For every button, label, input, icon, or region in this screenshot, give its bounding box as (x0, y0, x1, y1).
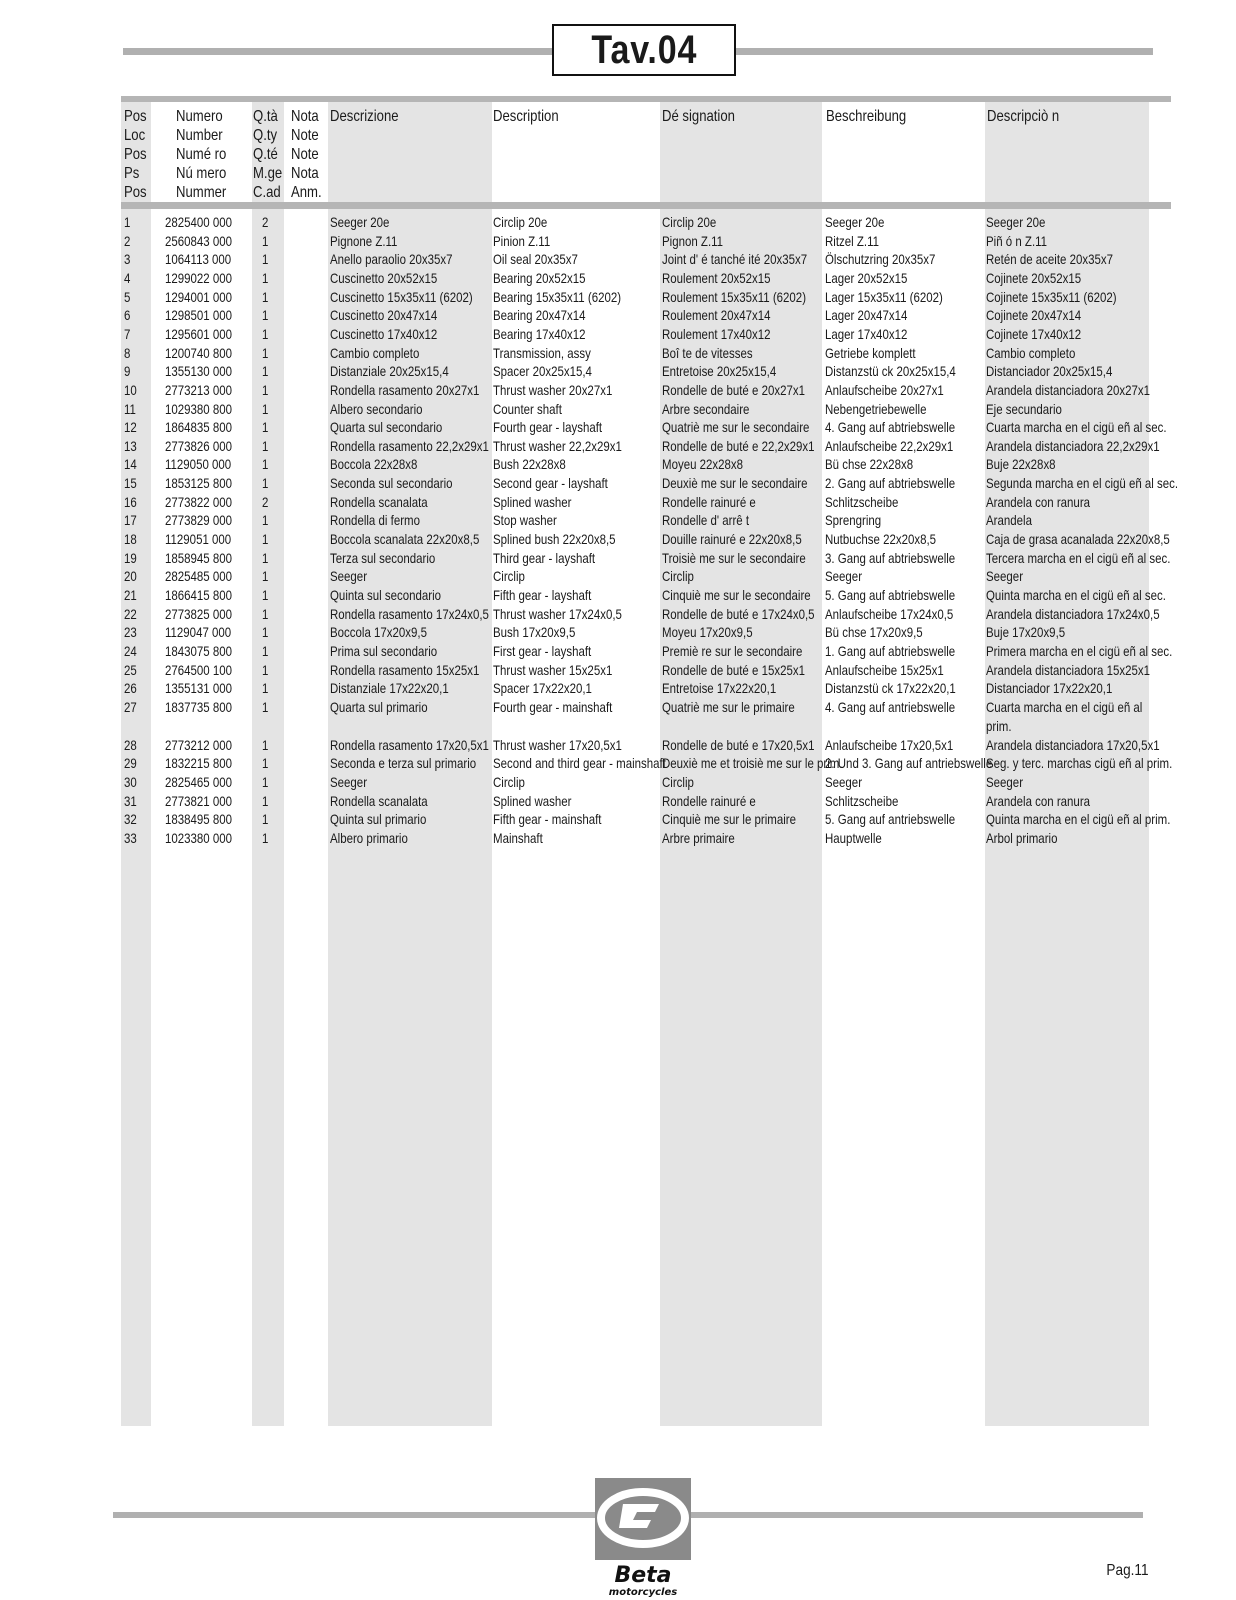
cell-fr: Entretoise 17x22x20,1 (662, 680, 777, 697)
cell-fr: Rondelle de buté e 17x24x0,5 (662, 605, 815, 622)
cell-es: Retén de aceite 20x35x7 (986, 251, 1114, 268)
cell-de: Ritzel Z.11 (825, 232, 880, 249)
cell-en: Splined bush 22x20x8,5 (493, 531, 616, 548)
cell-de: Anlaufscheibe 15x25x1 (825, 661, 944, 678)
cell-de: 4. Gang auf abtriebswelle (825, 419, 956, 436)
cell-num: 1294001 000 (165, 288, 233, 305)
header-rule-left (123, 48, 553, 55)
cell-de: Anlaufscheibe 20x27x1 (825, 381, 944, 398)
cell-de: Seeger 20e (825, 214, 885, 230)
cell-es: Distanciador 20x25x15,4 (986, 363, 1113, 380)
cell-en: Splined washer (493, 792, 572, 809)
cell-en: Bearing 20x52x15 (493, 269, 586, 286)
cell-de: Seeger (825, 773, 863, 790)
cell-fr: Circlip (662, 773, 694, 790)
cell-en: Spacer 17x22x20,1 (493, 680, 592, 697)
cell-de: Schlitzscheibe (825, 493, 899, 510)
cell-it: Seeger (330, 568, 368, 585)
cell-qty: 1 (262, 363, 269, 380)
cell-fr: Circlip 20e (662, 214, 717, 230)
cell-num: 2773821 000 (165, 792, 233, 809)
cell-fr: Rondelle de buté e 17x20,5x1 (662, 736, 815, 753)
cell-pos: 31 (124, 792, 137, 809)
cell-it: Cuscinetto 20x47x14 (330, 307, 438, 324)
cell-en: Thrust washer 22,2x29x1 (493, 437, 622, 454)
header-pos-2: Pos (124, 146, 147, 163)
cell-pos: 9 (124, 363, 131, 380)
cell-it: Boccola scanalata 22x20x8,5 (330, 531, 480, 548)
header-fr: Dé signation (662, 108, 735, 125)
cell-es: Seeger (986, 773, 1024, 790)
cell-fr: Deuxiè me sur le secondaire (662, 475, 808, 492)
cell-num: 2773829 000 (165, 512, 233, 529)
cell-es: Eje secundario (986, 400, 1062, 417)
cell-num: 2773212 000 (165, 736, 233, 753)
cell-qty: 1 (262, 792, 269, 809)
cell-pos: 5 (124, 288, 131, 305)
cell-fr: Deuxiè me et troisiè me sur le prim. (662, 755, 843, 772)
cell-qty: 1 (262, 698, 269, 715)
cell-en: Counter shaft (493, 400, 562, 417)
cell-es: Arandela distanciadora 17x24x0,5 (986, 605, 1160, 622)
cell-pos: 2 (124, 232, 131, 249)
cell-de: Seeger (825, 568, 863, 585)
cell-pos: 6 (124, 307, 131, 324)
cell-en: Fifth gear - mainshaft (493, 811, 602, 828)
cell-num: 2825400 000 (165, 214, 233, 230)
cell-it: Seconda e terza sul primario (330, 755, 477, 772)
beta-logo (593, 1478, 706, 1598)
cell-de: Lager 15x35x11 (6202) (825, 288, 943, 305)
cell-qty: 1 (262, 400, 269, 417)
cell-de: Anlaufscheibe 17x24x0,5 (825, 605, 954, 622)
cell-fr: Arbre primaire (662, 829, 735, 846)
cell-pos: 15 (124, 475, 137, 492)
cell-en: Spacer 20x25x15,4 (493, 363, 592, 380)
cell-pos: 21 (124, 587, 137, 603)
cell-it: Boccola 22x28x8 (330, 456, 418, 473)
cell-es: Cuarta marcha en el cigü eñ al sec. (986, 419, 1167, 436)
header-nota-4: Anm. (291, 184, 322, 201)
cell-pos: 13 (124, 437, 137, 454)
cell-fr: Roulement 17x40x12 (662, 325, 771, 342)
cell-es: Arandela distanciadora 15x25x1 (986, 661, 1151, 678)
cell-fr: Cinquiè me sur le secondaire (662, 587, 811, 603)
cell-num: 1355130 000 (165, 363, 233, 380)
cell-pos: 23 (124, 624, 137, 641)
cell-num: 2825465 000 (165, 773, 233, 790)
cell-es: Piñ ó n Z.11 (986, 232, 1048, 249)
cell-en: Stop washer (493, 512, 557, 529)
cell-fr: Rondelle rainuré e (662, 792, 756, 809)
cell-fr: Rondelle de buté e 22,2x29x1 (662, 437, 815, 454)
cell-qty: 1 (262, 829, 269, 846)
cell-de: 2. Gang auf abtriebswelle (825, 475, 956, 492)
header-qty-0: Q.tà (253, 108, 278, 125)
page-number: Pag.11 (1106, 1562, 1149, 1579)
header-numero-4: Nummer (176, 184, 227, 201)
cell-num: 1838495 800 (165, 811, 233, 828)
cell-num: 1355131 000 (165, 680, 233, 697)
cell-it: Quinta sul secondario (330, 587, 442, 603)
cell-es: Distanciador 17x22x20,1 (986, 680, 1113, 697)
cell-num: 1853125 800 (165, 475, 233, 492)
cell-pos: 18 (124, 531, 137, 548)
cell-pos: 32 (124, 811, 137, 828)
cell-it: Rondella rasamento 17x24x0,5 (330, 605, 489, 622)
header-pos-4: Pos (124, 184, 147, 201)
header-nota-2: Note (291, 146, 319, 163)
cell-num: 1295601 000 (165, 325, 233, 342)
cell-num: 1029380 800 (165, 400, 233, 417)
cell-en: First gear - layshaft (493, 642, 592, 659)
cell-qty: 1 (262, 288, 269, 305)
cell-pos: 33 (124, 829, 137, 846)
header-pos-3: Ps (124, 165, 140, 182)
cell-es: Segunda marcha en el cigü eñ al sec. (986, 475, 1179, 492)
cell-it: Cuscinetto 17x40x12 (330, 325, 438, 342)
cell-qty: 1 (262, 475, 269, 492)
cell-fr: Rondelle d' arrê t (662, 512, 750, 529)
cell-fr: Moyeu 17x20x9,5 (662, 624, 753, 641)
header-nota-3: Nota (291, 165, 319, 182)
cell-fr: Roulement 20x52x15 (662, 269, 771, 286)
header-qty-1: Q.ty (253, 127, 278, 144)
cell-es: Quinta marcha en el cigü eñ al sec. (986, 587, 1166, 603)
cell-pos: 4 (124, 269, 131, 286)
cell-de: Lager 20x47x14 (825, 307, 908, 324)
cell-num: 2560843 000 (165, 232, 233, 249)
cell-qty: 1 (262, 419, 269, 436)
cell-de: Nutbuchse 22x20x8,5 (825, 531, 937, 548)
cell-de: Anlaufscheibe 22,2x29x1 (825, 437, 954, 454)
cell-it: Terza sul secondario (330, 549, 436, 566)
cell-de: Distanzstü ck 20x25x15,4 (825, 363, 956, 380)
cell-pos: 10 (124, 381, 137, 398)
cell-num: 1866415 800 (165, 587, 233, 603)
cell-num: 1299022 000 (165, 269, 233, 286)
cell-fr: Quatriè me sur le primaire (662, 698, 795, 715)
header-qty-4: C.ad (253, 184, 281, 201)
cell-fr: Rondelle de buté e 20x27x1 (662, 381, 805, 398)
header-en: Description (493, 108, 559, 125)
header-pos-0: Pos (124, 108, 147, 125)
cell-num: 2773825 000 (165, 605, 233, 622)
cell-es: Buje 17x20x9,5 (986, 624, 1066, 641)
cell-de: Bü chse 17x20x9,5 (825, 624, 923, 641)
cell-num: 1298501 000 (165, 307, 233, 324)
cell-en: Splined washer (493, 493, 572, 510)
cell-qty: 1 (262, 325, 269, 342)
cell-de: 5. Gang auf abtriebswelle (825, 587, 956, 603)
cell-en: Thrust washer 17x24x0,5 (493, 605, 622, 622)
header-qty-2: Q.té (253, 146, 278, 163)
cell-fr: Douille rainuré e 22x20x8,5 (662, 531, 802, 548)
cell-pos: 12 (124, 419, 137, 436)
header-de: Beschreibung (826, 108, 907, 125)
cell-es: Primera marcha en el cigü eñ al sec. (986, 642, 1173, 659)
cell-es: Arandela distanciadora 22,2x29x1 (986, 437, 1160, 454)
cell-pos: 1 (124, 214, 131, 230)
header-numero-3: Nú mero (176, 165, 227, 182)
cell-es: Caja de grasa acanalada 22x20x8,5 (986, 531, 1170, 548)
cell-en: Mainshaft (493, 829, 543, 846)
cell-fr: Boî te de vitesses (662, 344, 753, 361)
cell-it: Quarta sul primario (330, 698, 428, 715)
cell-es: Buje 22x28x8 (986, 456, 1056, 473)
cell-qty: 1 (262, 568, 269, 585)
cell-num: 1843075 800 (165, 642, 233, 659)
cell-pos: 29 (124, 755, 137, 772)
cell-es: Arandela con ranura (986, 493, 1091, 510)
cell-num: 1023380 000 (165, 829, 233, 846)
cell-qty: 1 (262, 307, 269, 324)
cell-de: 1. Gang auf abtriebswelle (825, 642, 956, 659)
cell-num: 2773826 000 (165, 437, 233, 454)
cell-fr: Roulement 15x35x11 (6202) (662, 288, 807, 305)
cell-qty: 1 (262, 437, 269, 454)
cell-num: 2764500 100 (165, 661, 233, 678)
cell-fr: Cinquiè me sur le primaire (662, 811, 796, 828)
cell-fr: Arbre secondaire (662, 400, 750, 417)
cell-fr: Roulement 20x47x14 (662, 307, 771, 324)
table-header-rule (121, 202, 1171, 209)
cell-num: 1837735 800 (165, 698, 233, 715)
cell-pos: 20 (124, 568, 137, 585)
cell-fr: Circlip (662, 568, 694, 585)
cell-es: Cojinete 20x52x15 (986, 269, 1082, 286)
cell-es: Seeger (986, 568, 1024, 585)
logo-brand-text: Beta (614, 1563, 672, 1588)
cell-de: 2. Und 3. Gang auf antriebswelle (825, 755, 993, 772)
cell-pos: 30 (124, 773, 137, 790)
cell-en: Thrust washer 15x25x1 (493, 661, 613, 678)
header-es: Descripciò n (987, 108, 1060, 125)
cell-es: Quinta marcha en el cigü eñ al prim. (986, 811, 1171, 828)
cell-fr: Troisiè me sur le secondaire (662, 549, 806, 566)
cell-it: Quinta sul primario (330, 811, 427, 828)
logo-tagline-text: motorcycles (608, 1587, 678, 1598)
cell-en: Bearing 20x47x14 (493, 307, 586, 324)
cell-en: Bearing 17x40x12 (493, 325, 586, 342)
cell-it: Distanziale 20x25x15,4 (330, 363, 449, 380)
cell-en: Second gear - layshaft (493, 475, 608, 492)
cell-es: Cojinete 17x40x12 (986, 325, 1082, 342)
cell-de: Anlaufscheibe 17x20,5x1 (825, 736, 954, 753)
cell-en: Fourth gear - mainshaft (493, 698, 613, 715)
cell-it: Seeger (330, 773, 368, 790)
header-pos-1: Loc (124, 127, 146, 144)
cell-es: Cojinete 20x47x14 (986, 307, 1082, 324)
cell-es: Cambio completo (986, 344, 1076, 361)
cell-de: 4. Gang auf antriebswelle (825, 698, 956, 715)
cell-it: Albero secondario (330, 400, 423, 417)
cell-qty: 1 (262, 587, 269, 603)
cell-it: Cuscinetto 15x35x11 (6202) (330, 288, 473, 305)
cell-pos: 11 (124, 400, 136, 417)
cell-pos: 3 (124, 251, 131, 268)
cell-qty: 2 (262, 493, 269, 510)
cell-it: Rondella rasamento 22,2x29x1 (330, 437, 489, 454)
cell-qty: 1 (262, 549, 269, 566)
cell-en: Oil seal 20x35x7 (493, 251, 578, 268)
cell-num: 1864835 800 (165, 419, 233, 436)
cell-qty: 2 (262, 214, 269, 230)
cell-es: Seeger 20e (986, 214, 1046, 230)
cell-it: Rondella scanalata (330, 792, 428, 809)
cell-it: Albero primario (330, 829, 408, 846)
cell-num: 1129051 000 (165, 531, 232, 548)
cell-en: Thrust washer 17x20,5x1 (493, 736, 622, 753)
cell-it: Rondella rasamento 15x25x1 (330, 661, 480, 678)
page-title-text: Tav.04 (591, 27, 697, 72)
cell-pos: 7 (124, 325, 131, 342)
cell-it: Cambio completo (330, 344, 420, 361)
cell-qty: 1 (262, 642, 269, 659)
header-numero-0: Numero (176, 108, 223, 125)
cell-es: Arandela (986, 512, 1032, 529)
cell-it: Rondella scanalata (330, 493, 428, 510)
cell-qty: 1 (262, 456, 269, 473)
cell-en: Fifth gear - layshaft (493, 587, 592, 603)
cell-qty: 1 (262, 232, 269, 249)
cell-en: Third gear - layshaft (493, 549, 596, 566)
cell-de: Lager 20x52x15 (825, 269, 908, 286)
cell-it: Anello paraolio 20x35x7 (330, 251, 453, 268)
cell-en: Fourth gear - layshaft (493, 419, 603, 436)
cell-de: Sprengring (825, 512, 882, 529)
cell-qty: 1 (262, 605, 269, 622)
cell-qty: 1 (262, 512, 269, 529)
cell-es: Arbol primario (986, 829, 1058, 846)
cell-es: Arandela distanciadora 20x27x1 (986, 381, 1151, 398)
cell-qty: 1 (262, 531, 269, 548)
header-it: Descrizione (330, 108, 399, 125)
cell-de: Schlitzscheibe (825, 792, 899, 809)
cell-num: 2825485 000 (165, 568, 233, 585)
cell-it: Cuscinetto 20x52x15 (330, 269, 438, 286)
cell-it: Rondella rasamento 20x27x1 (330, 381, 480, 398)
cell-de: Distanzstü ck 17x22x20,1 (825, 680, 956, 697)
cell-pos: 24 (124, 642, 137, 659)
cell-es: Tercera marcha en el cigü eñ al sec. (986, 549, 1171, 566)
cell-fr: Premiè re sur le secondaire (662, 642, 803, 659)
cell-en: Circlip (493, 568, 525, 585)
header-numero-1: Number (176, 127, 223, 144)
cell-en: Circlip 20e (493, 214, 548, 230)
cell-num: 1200740 800 (165, 344, 233, 361)
cell-it: Quarta sul secondario (330, 419, 443, 436)
cell-pos: 27 (124, 698, 137, 715)
cell-pos: 14 (124, 456, 137, 473)
cell-es: Arandela con ranura (986, 792, 1091, 809)
cell-num: 1064113 000 (165, 251, 232, 268)
cell-fr: Joint d' é tanché ité 20x35x7 (662, 251, 808, 268)
cell-fr: Moyeu 22x28x8 (662, 456, 744, 473)
cell-de: 3. Gang auf abtriebswelle (825, 549, 956, 566)
cell-fr: Rondelle de buté e 15x25x1 (662, 661, 805, 678)
cell-es: Cojinete 15x35x11 (6202) (986, 288, 1117, 305)
cell-en: Pinion Z.11 (493, 232, 551, 249)
cell-num: 1832215 800 (165, 755, 233, 772)
cell-qty: 1 (262, 736, 269, 753)
cell-en: Bearing 15x35x11 (6202) (493, 288, 622, 305)
cell-pos: 25 (124, 661, 137, 678)
cell-qty: 1 (262, 680, 269, 697)
cell-en: Bush 22x28x8 (493, 456, 566, 473)
cell-fr: Entretoise 20x25x15,4 (662, 363, 777, 380)
cell-it: Seeger 20e (330, 214, 390, 230)
cell-de: Hauptwelle (825, 829, 882, 846)
cell-it: Distanziale 17x22x20,1 (330, 680, 449, 697)
header-qty-3: M.ge (253, 165, 283, 182)
cell-it: Rondella rasamento 17x20,5x1 (330, 736, 489, 753)
cell-de: 5. Gang auf antriebswelle (825, 811, 956, 828)
cell-it: Pignone Z.11 (330, 232, 398, 249)
cell-en: Transmission, assy (493, 344, 591, 361)
cell-qty: 1 (262, 381, 269, 398)
cell-fr: Rondelle rainuré e (662, 493, 756, 510)
cell-num: 1858945 800 (165, 549, 233, 566)
cell-num: 1129050 000 (165, 456, 232, 473)
cell-en: Second and third gear - mainshaft (493, 755, 666, 772)
cell-qty: 1 (262, 661, 269, 678)
cell-qty: 1 (262, 811, 269, 828)
page-title (552, 24, 736, 76)
cell-qty: 1 (262, 269, 269, 286)
cell-es: Cuarta marcha en el cigü eñ al prim. (986, 698, 1143, 734)
cell-num: 1129047 000 (165, 624, 232, 641)
cell-qty: 1 (262, 773, 269, 790)
cell-qty: 1 (262, 624, 269, 641)
cell-pos: 17 (124, 512, 137, 529)
cell-es: Seg. y terc. marchas cigü eñ al prim. (986, 755, 1173, 772)
header-rule-right (735, 48, 1153, 55)
cell-es: Arandela distanciadora 17x20,5x1 (986, 736, 1160, 753)
cell-it: Seconda sul secondario (330, 475, 453, 492)
cell-it: Prima sul secondario (330, 642, 438, 659)
header-nota-1: Note (291, 127, 319, 144)
cell-en: Bush 17x20x9,5 (493, 624, 576, 641)
cell-pos: 28 (124, 736, 137, 753)
cell-pos: 19 (124, 549, 137, 566)
cell-de: Ölschutzring 20x35x7 (825, 251, 936, 268)
cell-de: Bü chse 22x28x8 (825, 456, 914, 473)
cell-pos: 16 (124, 493, 137, 510)
cell-en: Thrust washer 20x27x1 (493, 381, 613, 398)
cell-qty: 1 (262, 251, 269, 268)
cell-num: 2773822 000 (165, 493, 233, 510)
cell-num: 2773213 000 (165, 381, 233, 398)
table-top-rule (121, 96, 1171, 102)
cell-en: Circlip (493, 773, 525, 790)
cell-pos: 8 (124, 344, 131, 361)
cell-fr: Quatriè me sur le secondaire (662, 419, 810, 436)
cell-de: Getriebe komplett (825, 344, 916, 361)
cell-pos: 26 (124, 680, 137, 697)
header-numero-2: Numé ro (176, 146, 227, 163)
cell-de: Nebengetriebewelle (825, 400, 927, 417)
cell-it: Boccola 17x20x9,5 (330, 624, 428, 641)
cell-qty: 1 (262, 344, 269, 361)
cell-fr: Pignon Z.11 (662, 232, 724, 249)
header-nota-0: Nota (291, 108, 319, 125)
cell-pos: 22 (124, 605, 137, 622)
cell-qty: 1 (262, 755, 269, 772)
cell-it: Rondella di fermo (330, 512, 420, 529)
cell-de: Lager 17x40x12 (825, 325, 908, 342)
